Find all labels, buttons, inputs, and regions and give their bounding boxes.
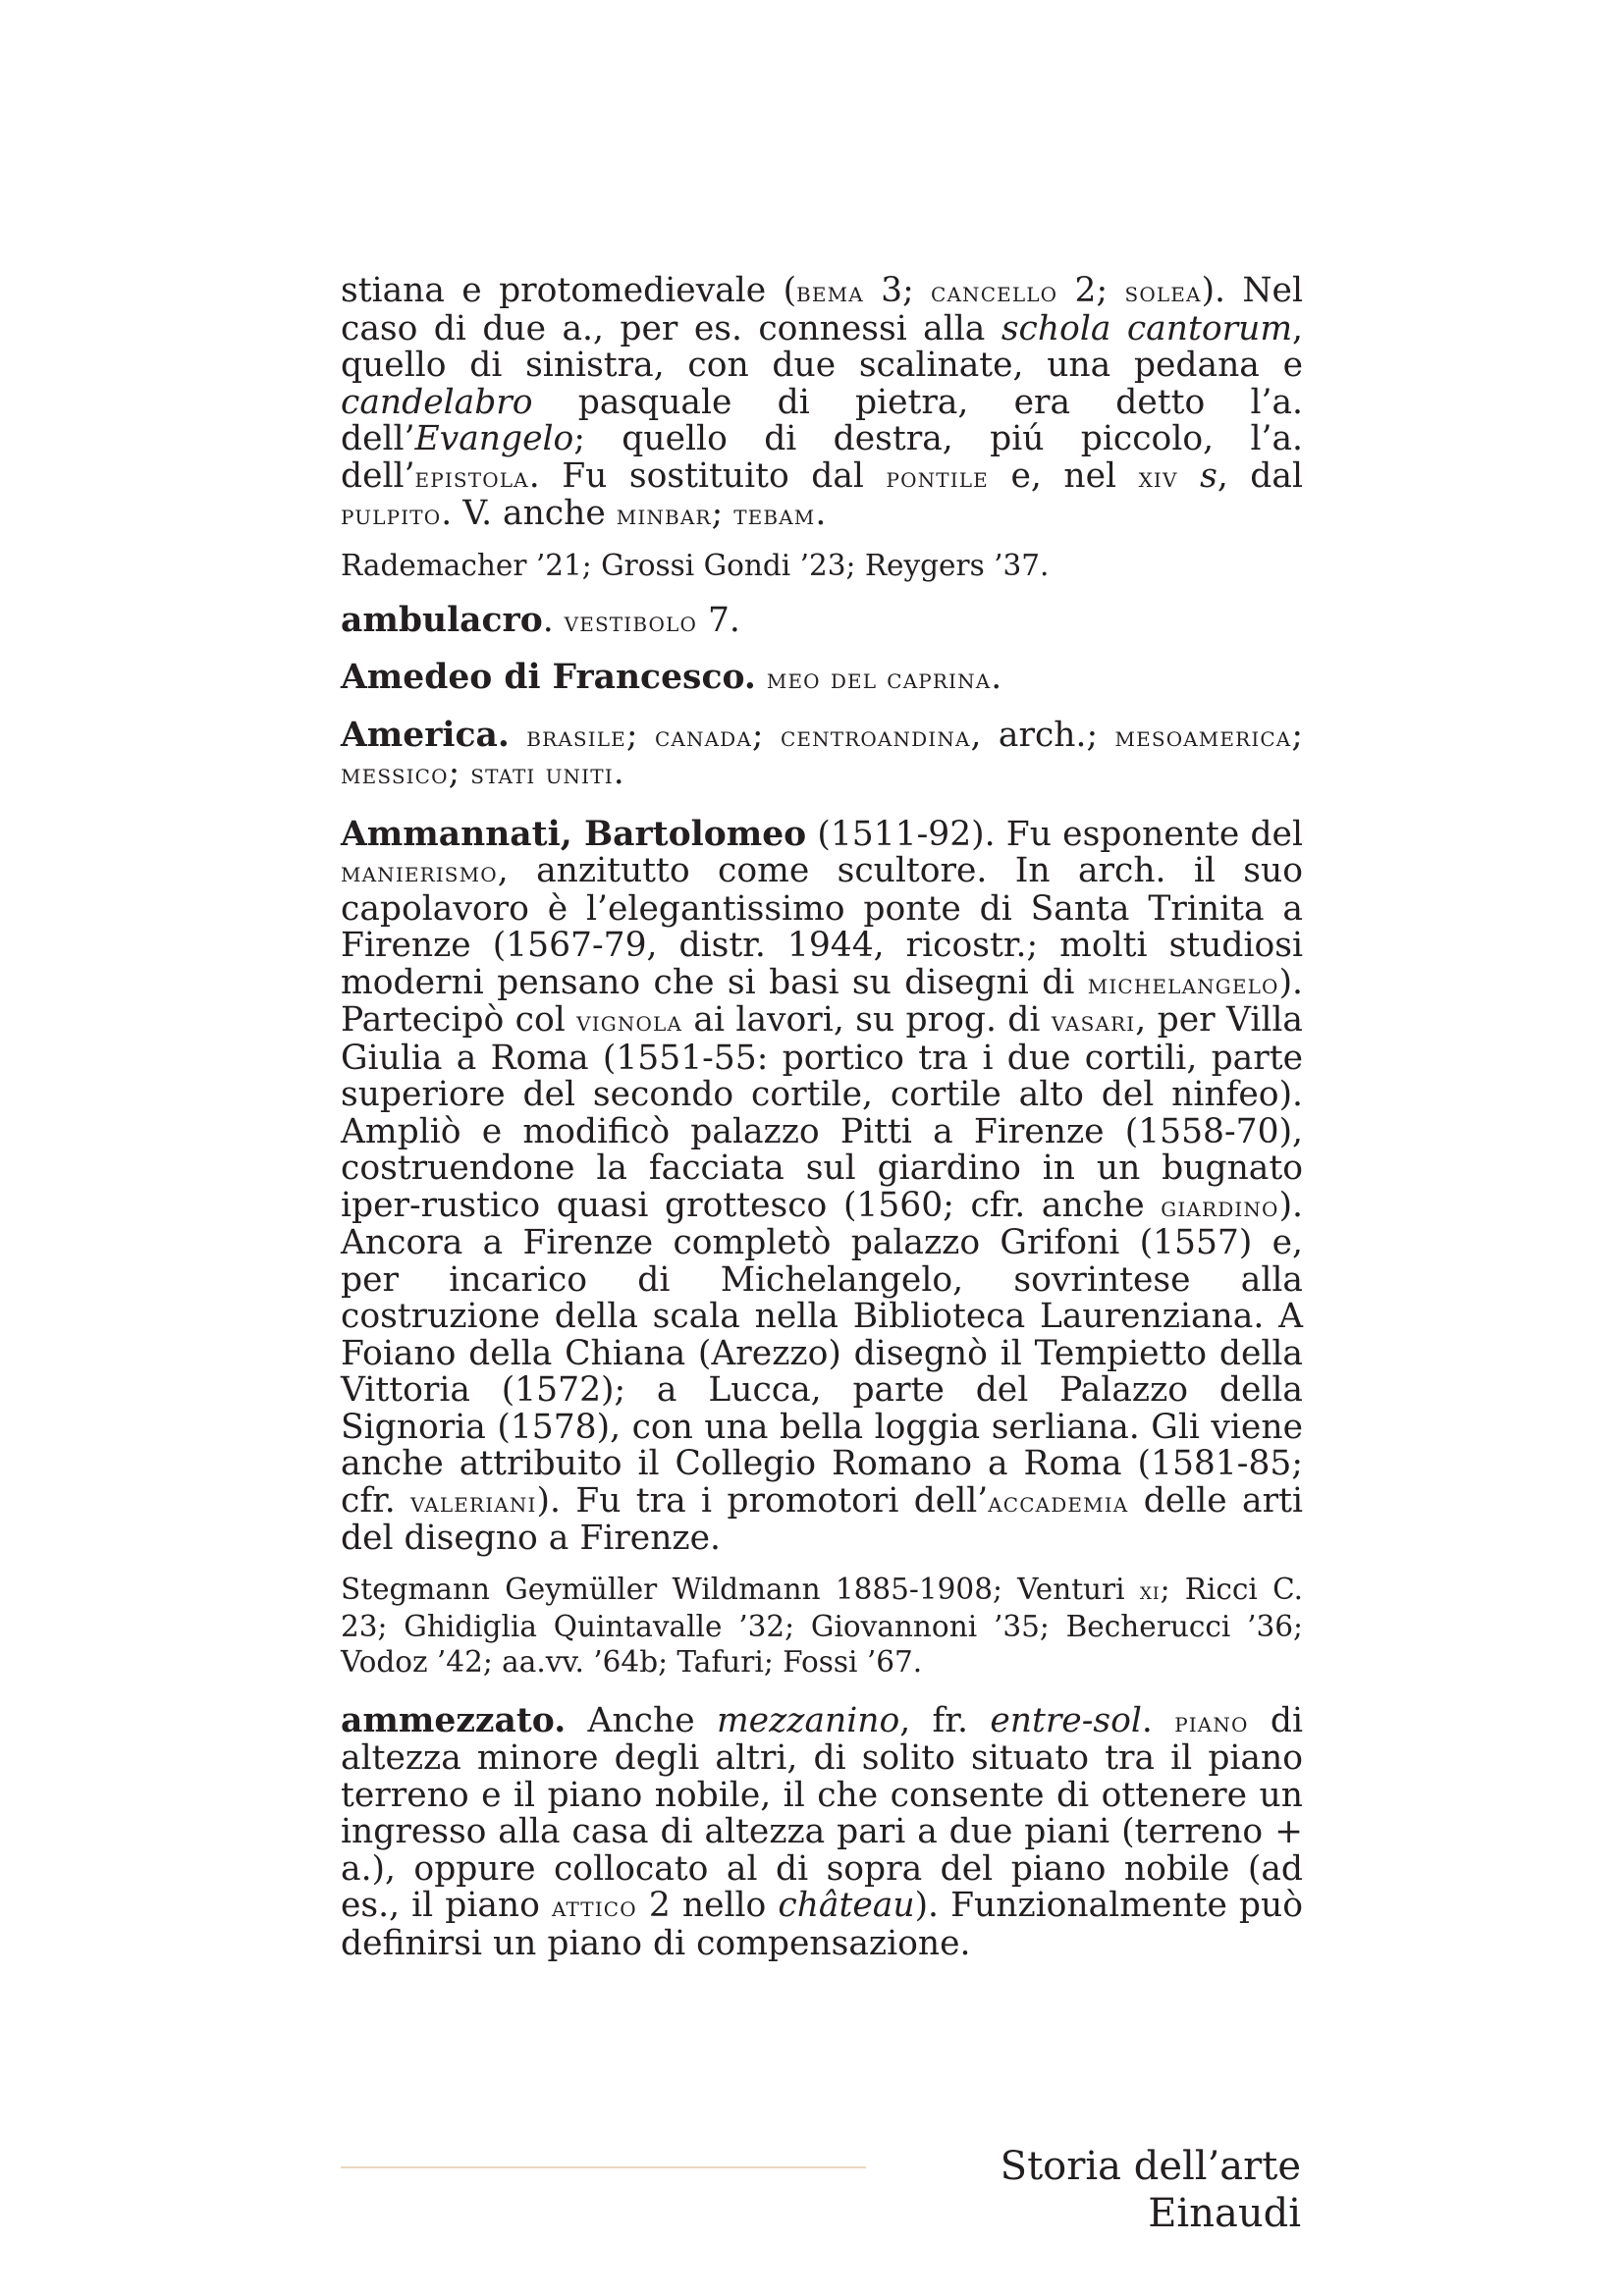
- text-run: 7.: [696, 600, 740, 640]
- text-run: ). Fu tra i promotori dell’: [536, 1480, 989, 1521]
- text-run: , per Villa Giulia a Roma (1551-55: portico tra i due cortili, parte superiore del secondo cortile, cortile alto del ninfeo). Ampliò e modificò palazzo Pitti a Firenze (1558-70), costruendone la facciata sul giardino in un bugnato iper-rustico quasi grottesco (1560; cfr. anche: [341, 1000, 1304, 1225]
- footer-title: Storia dell’arte Einaudi: [1000, 2144, 1301, 2236]
- headword: ambulacro: [341, 600, 543, 640]
- text-run: , quello di sinistra, con due scalinate, una pedana e: [341, 308, 1303, 385]
- text-run: (1511-92). Fu esponente del: [806, 814, 1304, 854]
- cross-reference: vignola: [576, 1005, 683, 1038]
- text-run: di altezza minore degli altri, di solito situato tra il piano terreno e il piano nobile, il che consente di ottenere un ingresso alla casa di altezza pari a due piani (terreno + a.), oppure collocato al di sopra del piano nobile (ad es., il piano: [341, 1700, 1303, 1925]
- text-run: ). Ancora a Firenze completò palazzo Grifoni (1557) e, per incarico di Michelangelo, sovrintese alla costruzione della scala nella Biblioteca Laurenziana. A Foiano della Chiana (Arezzo) disegnò il Tempietto della Vittoria (1572); a Lucca, parte del Palazzo della Signoria (1578), con una bella loggia serliana. Gli viene anche attribuito il Collegio Romano a Roma (1581-85; cfr.: [341, 1185, 1303, 1521]
- entry-ammezzato: [341, 1700, 1304, 1963]
- text-run: Stegmann Geymüller Wildmann 1885-1908; Venturi: [341, 1572, 1140, 1606]
- text-run: ;: [711, 494, 734, 533]
- entry-continued-text: [341, 273, 1303, 534]
- text-run: ;: [1291, 715, 1303, 755]
- italic-term: entre-sol: [990, 1700, 1142, 1740]
- text-run: , dal: [1217, 455, 1303, 496]
- text-run: e, nel: [988, 455, 1139, 496]
- text-run: , anzitutto come scultore. In arch. il suo capolavoro è l’elegantissimo ponte di Santa Trinita a Firenze (1567-79, distr. 1944, ricostr.; molti studiosi moderni pensano che si basi su disegni di: [341, 851, 1303, 1002]
- cross-reference: pulpito: [341, 499, 442, 531]
- text-run: .: [542, 600, 565, 640]
- headword: Ammannati, Bartolomeo: [341, 814, 807, 854]
- entry-amedeo: [341, 660, 1303, 698]
- text-run: ;: [751, 715, 781, 755]
- entry-america: [341, 715, 1303, 793]
- century-numeral: xiv: [1138, 460, 1178, 494]
- cross-reference: piano: [1174, 1705, 1249, 1738]
- text-run: ). Nel caso di due a., per es. connessi alla: [341, 271, 1303, 348]
- cross-reference: giardino: [1161, 1190, 1279, 1223]
- text-run: pasquale di pietra, era detto l’a. dell’: [341, 382, 1303, 458]
- bibliography: Rademacher ’21; Grossi Gondi ’23; Reygers ’37.: [341, 548, 1050, 582]
- cross-reference: vasari: [1051, 1005, 1136, 1038]
- cross-reference: solea: [1124, 276, 1202, 308]
- cross-reference: canada: [654, 720, 752, 753]
- cross-reference: vestibolo: [564, 605, 697, 638]
- italic-term: s: [1200, 455, 1217, 496]
- text-run: ; Ricci C. 23; Ghidiglia Quintavalle ’32; Giovannoni ’35; Becherucci ’36; Vodoz ’42; aa.vv. ’64b; Tafuri; Fossi ’67.: [341, 1572, 1303, 1679]
- cross-reference: epistola: [414, 460, 529, 494]
- volume-numeral: xi: [1139, 1576, 1161, 1605]
- headword: Amedeo di Francesco.: [341, 658, 756, 697]
- text-run: delle arti del disegno a Firenze.: [341, 1480, 1303, 1558]
- text-run: ;: [625, 715, 655, 755]
- bibliography: [341, 1572, 1303, 1680]
- entry-ambulacro: [341, 600, 1303, 641]
- text-column: [341, 273, 1303, 1962]
- headword: America.: [341, 715, 510, 755]
- italic-term: Evangelo: [414, 419, 574, 458]
- cross-reference: manierismo: [341, 856, 498, 888]
- footer-rule: [341, 2166, 866, 2168]
- headword: ammezzato.: [341, 1700, 567, 1740]
- text-run: , arch.;: [970, 715, 1115, 755]
- text-run: .: [815, 494, 827, 533]
- cross-reference: meo del caprina: [766, 663, 992, 695]
- text-run: , fr.: [899, 1700, 991, 1740]
- cross-reference: pontile: [886, 460, 989, 494]
- text-run: ). Partecipò col: [341, 962, 1303, 1040]
- text-run: ai lavori, su prog. di: [682, 1000, 1052, 1040]
- cross-reference: messico: [341, 758, 449, 790]
- cross-reference: centroandina: [780, 720, 971, 753]
- text-run: . Fu sostituito dal: [528, 455, 887, 496]
- text-run: 2 nello: [636, 1886, 779, 1925]
- text-run: 3;: [863, 271, 932, 310]
- cross-reference: stati uniti: [470, 758, 614, 790]
- text-run: ; quello di destra, piú piccolo, l’a. dell’: [341, 419, 1303, 496]
- cross-reference: attico: [551, 1891, 637, 1923]
- cross-reference: brasile: [526, 720, 626, 753]
- entry-ammannati: [341, 814, 1304, 1558]
- text-run: ;: [448, 753, 471, 792]
- italic-term: château: [778, 1886, 915, 1925]
- text-run: ). Funzionalmente può definirsi un piano di compensazione.: [341, 1886, 1304, 1963]
- cross-reference: minbar: [616, 499, 712, 531]
- text-run: .: [1141, 1700, 1175, 1740]
- cross-reference: valeriani: [410, 1485, 537, 1519]
- cross-reference: cancello: [931, 276, 1058, 308]
- text-run: 2;: [1057, 271, 1125, 310]
- text-run: Anche: [566, 1700, 717, 1740]
- cross-reference: tebam: [733, 499, 816, 531]
- text-run: stiana e protomedievale (: [341, 271, 797, 310]
- cross-reference: accademia: [988, 1485, 1129, 1519]
- italic-term: schola cantorum: [1001, 308, 1293, 348]
- text-run: .: [613, 753, 624, 792]
- italic-term: mezzanino: [716, 1700, 900, 1740]
- italic-term: candelabro: [341, 382, 533, 422]
- cross-reference: mesoamerica: [1114, 720, 1292, 753]
- text-run: .: [991, 658, 1002, 697]
- text-run: . V. anche: [441, 494, 617, 533]
- cross-reference: bema: [796, 276, 864, 308]
- cross-reference: michelangelo: [1087, 967, 1279, 1000]
